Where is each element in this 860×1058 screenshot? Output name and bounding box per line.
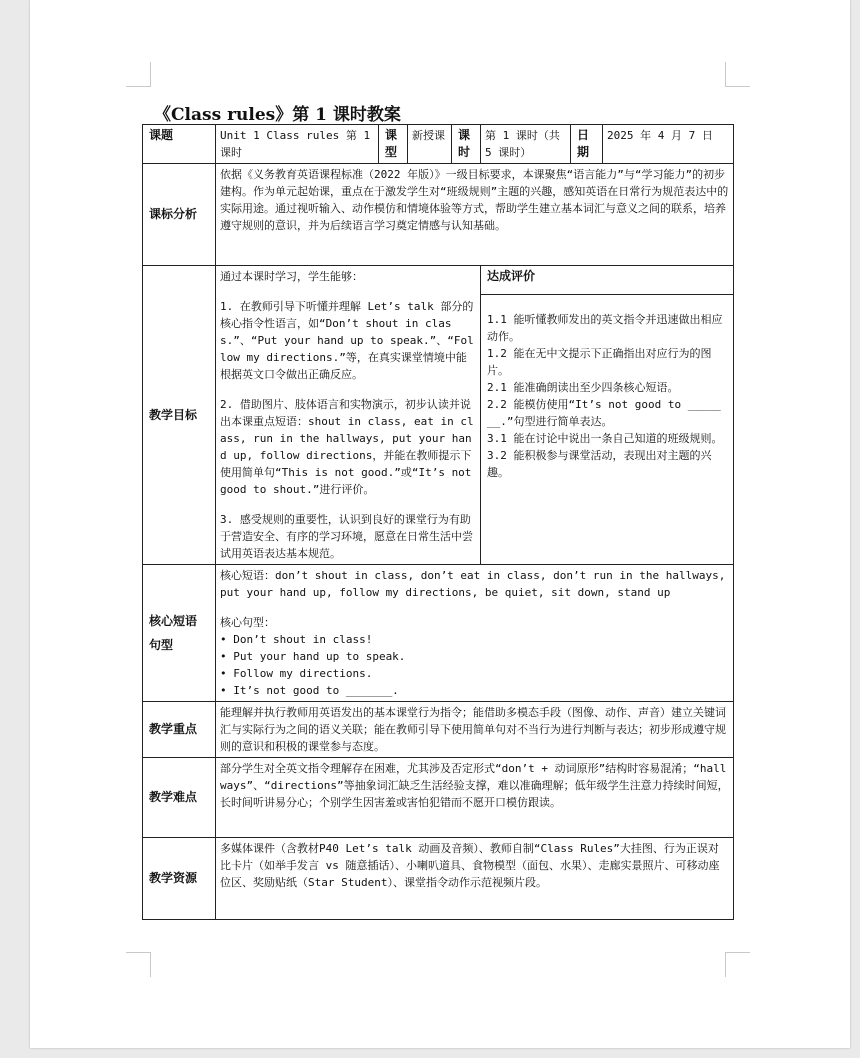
- difficulties-label: 教学难点: [143, 758, 216, 838]
- objectives-row: [143, 266, 734, 565]
- evaluation-label: 达成评价: [487, 269, 536, 283]
- lesson-plan-table: [142, 124, 734, 920]
- document-page: [30, 0, 850, 1048]
- evaluation-item: 3.1 能在讨论中说出一条自己知道的班级规则。: [487, 432, 723, 445]
- resources-label: 教学资源: [143, 838, 216, 920]
- evaluation-item: 1.2 能在无中文提示下正确指出对应行为的图片。: [487, 347, 712, 377]
- core-phrases: 核心短语：don’t shout in class, don’t eat in class, don’t run in the hallways, put your hand up, follow my directions, be quiet, sit down, stand up: [220, 569, 726, 599]
- crop-mark-top-right: [725, 62, 750, 87]
- topic-label: 课题: [143, 125, 216, 164]
- core-row: [143, 565, 734, 702]
- standard-analysis-text: 依据《义务教育英语课程标准（2022 年版）》一级目标要求，本课聚焦“语言能力”与“学习能力”的初步建构。作为单元起始课，重点在于激发学生对“班级规则”主题的兴趣，感知英语在日常行为规范表达中的实际用途。通过视听输入、动作模仿和情境体验等方式，帮助学生建立基本词汇与意义之间的联系，培养遵守规则的意识，并为后续语言学习奠定情感与认知基础。: [216, 164, 734, 266]
- key-points-row: [143, 702, 734, 758]
- objectives-content: [216, 266, 481, 565]
- type-value: 新授课: [408, 125, 452, 164]
- crop-mark-bottom-left: [126, 952, 151, 977]
- topic-value: Unit 1 Class rules 第 1 课时: [216, 125, 379, 164]
- resources-text: 多媒体课件（含教材P40 Let’s talk 动画及音频）、教师自制“Class Rules”大挂图、行为正误对比卡片（如举手发言 vs 随意插话）、小喇叭道具、食物模型（面包、水果）、走廊实景照片、可移动座位区、奖励贴纸（Star Student）、课堂指令动作示范视频片段。: [216, 838, 734, 920]
- core-sentences-label: 核心句型：: [220, 616, 275, 629]
- crop-mark-top-left: [126, 62, 151, 87]
- crop-mark-bottom-right: [725, 952, 750, 977]
- core-label-line1: 核心短语: [149, 614, 198, 628]
- objective-item: 1. 在教师引导下听懂并理解 Let’s talk 部分的核心指令性语言，如“Don’t shout in class.”、“Put your hand up to speak.”、“Follow my directions.”等，在真实课堂情境中能根据英文口令做出正确反应。: [220, 300, 474, 381]
- objective-item: 2. 借助图片、肢体语言和实物演示，初步认读并说出本课重点短语：shout in class, eat in class, run in the hallways, put your hand up, follow directions，并能在教师提示下使用简单句“This is not good.”或“It’s not good to shout.”进行评价。: [220, 398, 474, 496]
- objectives-intro: 通过本课时学习，学生能够：: [220, 270, 363, 283]
- core-sentence: • Put your hand up to speak.: [220, 650, 406, 663]
- standard-analysis-label: 课标分析: [143, 164, 216, 266]
- evaluation-item: 2.2 能模仿使用“It’s not good to _______.”句型进行简单表达。: [487, 398, 721, 428]
- evaluation-content: [481, 266, 734, 565]
- standard-analysis-row: [143, 164, 734, 266]
- difficulties-row: [143, 758, 734, 838]
- resources-row: [143, 838, 734, 920]
- evaluation-item: 1.1 能听懂教师发出的英文指令并迅速做出相应动作。: [487, 313, 723, 343]
- date-value: 2025 年 4 月 7 日: [603, 125, 734, 164]
- core-sentence: • It’s not good to _______.: [220, 684, 399, 697]
- type-label: 课型: [379, 125, 408, 164]
- evaluation-item: 3.2 能积极参与课堂活动，表现出对主题的兴趣。: [487, 449, 712, 479]
- date-label: 日期: [571, 125, 603, 164]
- difficulties-text: 部分学生对全英文指令理解存在困难，尤其涉及否定形式“don’t + 动词原形”结构时容易混淆；“hallways”、“directions”等抽象词汇缺乏生活经验支撑，难以准确理解；低年级学生注意力持续时间短，长时间听讲易分心；个别学生因害羞或害怕犯错而不愿开口模仿跟读。: [216, 758, 734, 838]
- document-title: 《Class rules》第 1 课时教案: [154, 105, 401, 125]
- header-row: [143, 125, 734, 164]
- key-points-text: 能理解并执行教师用英语发出的基本课堂行为指令；能借助多模态手段（图像、动作、声音）建立关键词汇与实际行为之间的语义关联；能在教师引导下使用简单句对不当行为进行判断与表达；初步形成遵守规则的意识和积极的课堂参与态度。: [216, 702, 734, 758]
- evaluation-item: 2.1 能准确朗读出至少四条核心短语。: [487, 381, 679, 394]
- period-label: 课时: [452, 125, 481, 164]
- period-value: 第 1 课时（共 5 课时）: [481, 125, 571, 164]
- core-label-line2: 句型: [149, 638, 174, 652]
- core-sentence: • Follow my directions.: [220, 667, 373, 680]
- objective-item: 3. 感受规则的重要性，认识到良好的课堂行为有助于营造安全、有序的学习环境，愿意在日常生活中尝试用英语表达基本规范。: [220, 513, 473, 560]
- core-label: [143, 565, 216, 702]
- objectives-label: 教学目标: [143, 266, 216, 565]
- core-sentence: • Don’t shout in class!: [220, 633, 373, 646]
- core-content: [216, 565, 734, 702]
- key-points-label: 教学重点: [143, 702, 216, 758]
